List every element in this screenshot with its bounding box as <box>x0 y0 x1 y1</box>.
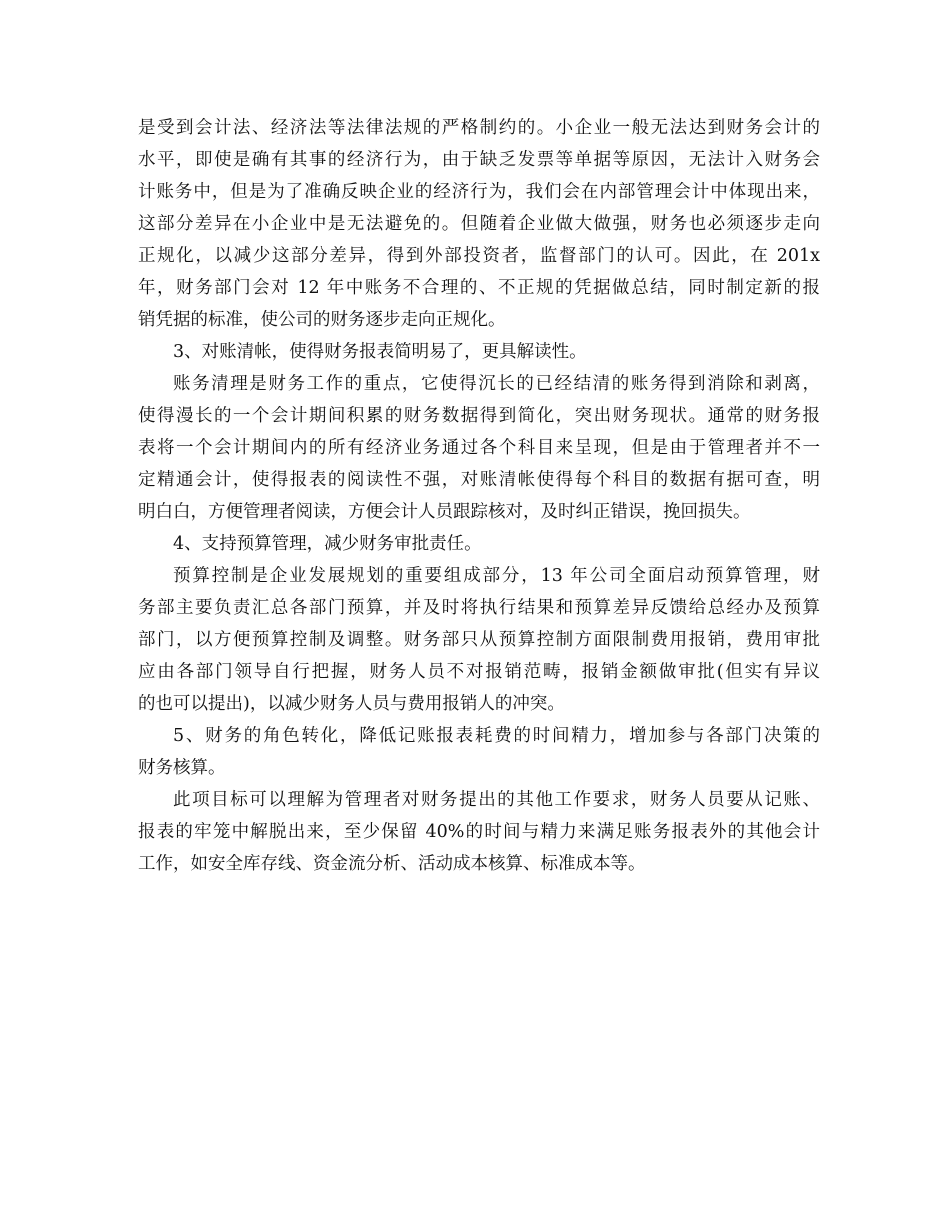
text-line: 计账务中，但是为了准确反映企业的经济行为，我们会在内部管理会计中体现出来， <box>138 182 820 202</box>
text-line: 务部主要负责汇总各部门预算，并及时将执行结果和预算差异反馈给总经办及预算 <box>138 598 820 618</box>
text-line: 预算控制是企业发展规划的重要组成部分，13 年公司全面启动预算管理，财 <box>173 566 820 586</box>
section-heading-3: 3、对账清帐，使得财务报表简明易了，更具解读性。 <box>173 342 587 362</box>
text-line: 定精通会计，使得报表的阅读性不强，对账清帐使得每个科目的数据有据可查，明 <box>138 470 820 490</box>
section-heading-4: 4、支持预算管理，减少财务审批责任。 <box>173 534 482 554</box>
text-line: 财务核算。 <box>138 758 226 778</box>
section-heading-5: 5、财务的角色转化，降低记账报表耗费的时间精力，增加参与各部门决策的 <box>173 726 820 746</box>
text-line: 应由各部门领导自行把握，财务人员不对报销范畴，报销金额做审批(但实有异议 <box>138 662 820 682</box>
text-line: 此项目标可以理解为管理者对财务提出的其他工作要求，财务人员要从记账、 <box>173 790 820 810</box>
text-line: 正规化，以减少这部分差异，得到外部投资者，监督部门的认可。因此，在 201x <box>138 246 820 266</box>
text-line: 使得漫长的一个会计期间积累的财务数据得到简化，突出财务现状。通常的财务报 <box>138 406 820 426</box>
text-line: 这部分差异在小企业中是无法避免的。但随着企业做大做强，财务也必须逐步走向 <box>138 214 820 234</box>
text-line: 账务清理是财务工作的重点，它使得沉长的已经结清的账务得到消除和剥离， <box>173 374 820 394</box>
text-line: 工作，如安全库存线、资金流分析、活动成本核算、标准成本等。 <box>138 854 646 874</box>
text-line: 部门，以方便预算控制及调整。财务部只从预算控制方面限制费用报销，费用审批 <box>138 630 820 650</box>
text-line: 是受到会计法、经济法等法律法规的严格制约的。小企业一般无法达到财务会计的 <box>138 118 820 138</box>
text-line: 销凭据的标准，使公司的财务逐步走向正规化。 <box>138 310 506 330</box>
text-line: 年，财务部门会对 12 年中账务不合理的、不正规的凭据做总结，同时制定新的报 <box>138 278 820 298</box>
text-line: 明白白，方便管理者阅读，方便会计人员跟踪核对，及时纠正错误，挽回损失。 <box>138 502 751 522</box>
text-line: 水平，即使是确有其事的经济行为，由于缺乏发票等单据等原因，无法计入财务会 <box>138 150 820 170</box>
text-line: 报表的牢笼中解脱出来，至少保留 40%的时间与精力来满足账务报表外的其他会计 <box>138 822 820 842</box>
body-text <box>138 112 820 880</box>
text-line: 表将一个会计期间内的所有经济业务通过各个科目来呈现，但是由于管理者并不一 <box>138 438 820 458</box>
text-line: 的也可以提出)，以减少财务人员与费用报销人的冲突。 <box>138 694 565 714</box>
